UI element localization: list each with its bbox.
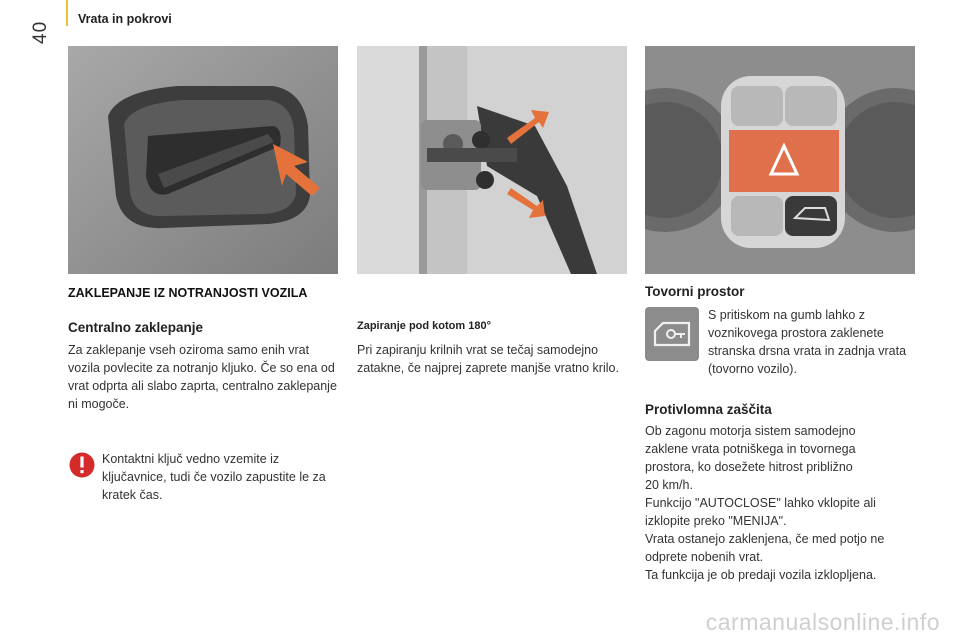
- section-accent-bar: [66, 0, 68, 26]
- antitheft-line: Ta funkcija je ob predaji vozila izklopljena.: [645, 568, 877, 582]
- door-handle-illustration: [68, 46, 338, 274]
- antitheft-line: Ob zagonu motorja sistem samodejno: [645, 424, 856, 438]
- section-title: Vrata in pokrovi: [78, 12, 172, 26]
- antitheft-line: izklopite preko "MENIJA".: [645, 514, 787, 528]
- door-hinge-illustration: [357, 46, 627, 274]
- cargo-lock-button-icon: [645, 307, 699, 361]
- door-hinge-photo: [357, 46, 627, 274]
- central-locking-text: Za zaklepanje vseh oziroma samo enih vrat vozila povlecite za notranjo kljuko. Če so ena od vrat odprta ali slabo zaprta, centralno zaklepanje ni mogoče.: [68, 343, 337, 411]
- warning-text: Kontaktni ključ vedno vzemite iz ključavnice, tudi če vozilo zapustite le za kratek čas.: [102, 452, 326, 502]
- dashboard-buttons-photo: [645, 46, 915, 274]
- warning-icon-box: [68, 448, 96, 482]
- hinge-title: Zapiranje pod kotom 180°: [357, 320, 491, 332]
- cargo-title: Tovorni prostor: [645, 284, 745, 299]
- antitheft-line: 20 km/h.: [645, 478, 693, 492]
- antitheft-text: [645, 422, 920, 584]
- antitheft-line: zaklene vrata potniškega in tovornega: [645, 442, 856, 456]
- hinge-text: Pri zapiranju krilnih vrat se tečaj samodejno zatakne, če najprej zaprete manjše vratno krilo.: [357, 343, 619, 375]
- cargo-lock-icon: [645, 307, 699, 361]
- watermark: carmanualsonline.info: [705, 609, 940, 635]
- exclamation-icon: [68, 448, 96, 482]
- dashboard-buttons-illustration: [645, 46, 915, 274]
- main-heading: ZAKLEPANJE IZ NOTRANJOSTI VOZILA: [68, 286, 308, 300]
- antitheft-title: Protivlomna zaščita: [645, 402, 772, 417]
- cargo-text: S pritiskom na gumb lahko z voznikovega prostora zaklenete stranska drsna vrata in zadnja vrata (tovorno vozilo).: [708, 308, 907, 376]
- door-handle-photo: [68, 46, 338, 274]
- antitheft-line: prostora, ko dosežete hitrost približno: [645, 460, 853, 474]
- antitheft-line: Vrata ostanejo zaklenjena, če med potjo ne: [645, 532, 885, 546]
- central-locking-title: Centralno zaklepanje: [68, 320, 204, 335]
- antitheft-line: odprete nobenih vrat.: [645, 550, 764, 564]
- antitheft-line: Funkcijo "AUTOCLOSE" lahko vklopite ali: [645, 496, 876, 510]
- page-number: 40: [30, 20, 51, 44]
